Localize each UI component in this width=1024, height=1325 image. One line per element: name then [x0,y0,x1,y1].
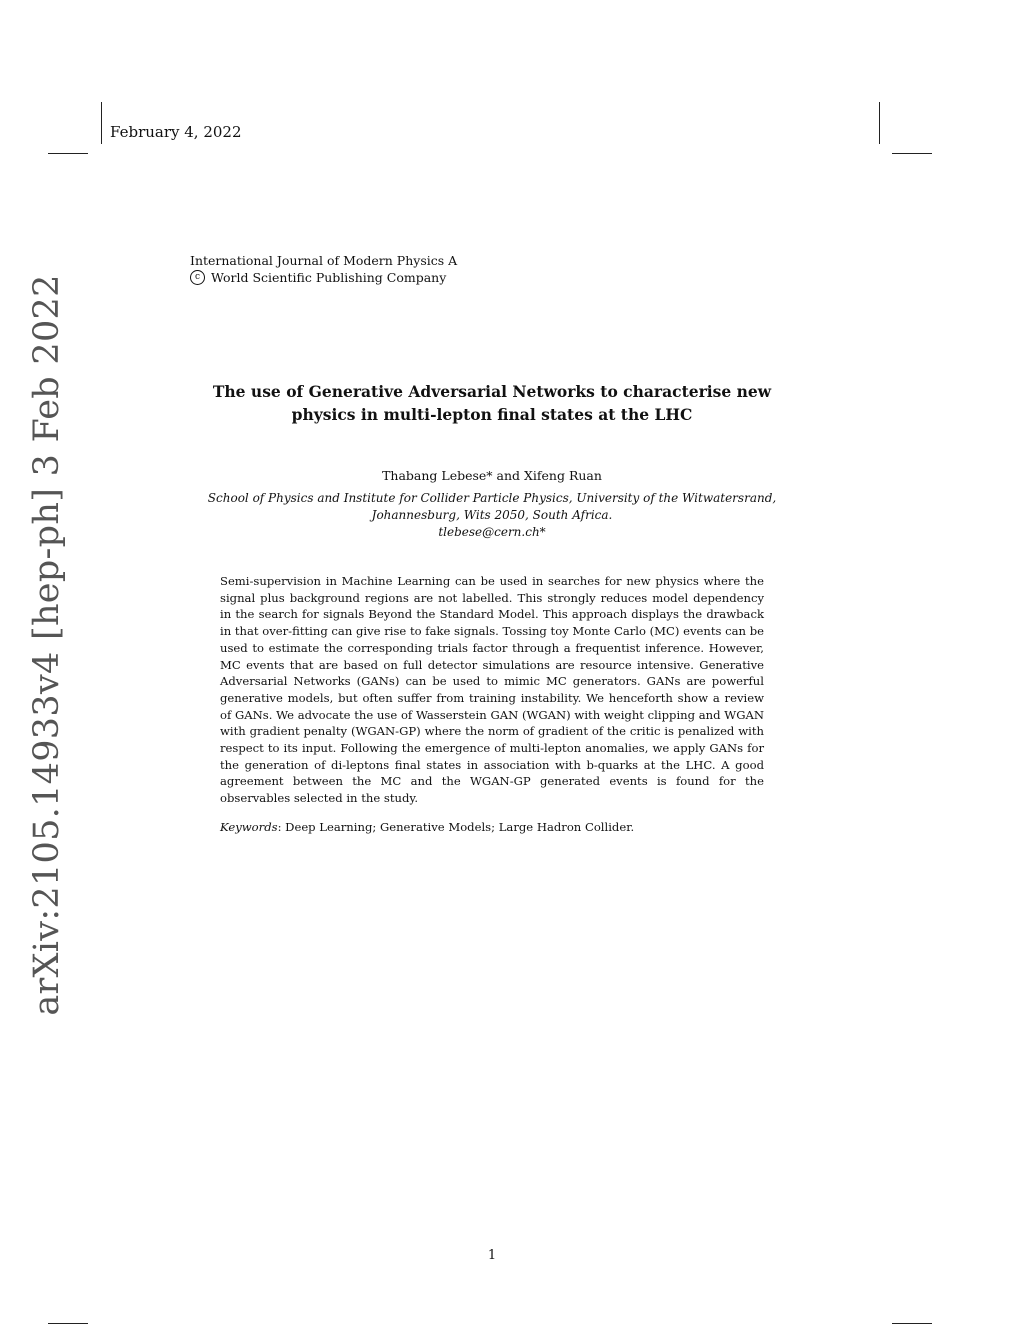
journal-name: International Journal of Modern Physics A [190,253,458,268]
abstract-text: Semi-supervision in Machine Learning can be used in searches for new physics where the signal plus background regions are not labelled. This strongly reduces model dependency in the search for signals Beyond the Standard Model. This approach displays the drawback in that over-fitting can give rise to fake signals. Tossing toy Monte Carlo (MC) events can be used to estimate the corresponding trials factor through a frequentist inference. However, MC events that are based on full detector simulations are resource intensive. Generative Adversarial Networks (GANs) can be used to mimic MC generators. GANs are powerful generative models, but often suffer from training instability. We henceforth show a review of GANs. We advocate the use of Wasserstein GAN (WGAN) with weight clipping and WGAN with gradient penalty (WGAN-GP) where the norm of gradient of the critic is penalized with respect to its input. Following the emergence of multi-lepton anomalies, we apply GANs for the generation of di-leptons final states in association with b-quarks at the LHC. A good agreement between the MC and the WGAN-GP generated events is found for the observables selected in the study. [220,574,764,806]
affiliation-line-2: Johannesburg, Wits 2050, South Africa. [371,508,613,522]
crop-mark-bottom-left-horizontal [48,1323,88,1324]
keywords-label: Keywords [220,820,278,834]
copyright-icon: c [190,270,205,285]
page-number: 1 [487,1248,497,1263]
journal-info [190,252,457,286]
affiliation-block [190,490,794,541]
crop-mark-top-right-vertical [879,102,880,144]
header-date: February 4, 2022 [110,123,242,141]
paper-authors: Thabang Lebese* and Xifeng Ruan [382,468,602,483]
abstract [220,573,764,807]
crop-mark-top-right-horizontal [892,153,932,154]
crop-mark-top-left-vertical [101,102,102,144]
journal-publisher: World Scientific Publishing Company [211,270,447,285]
arxiv-side-identifier: arXiv:2105.14933v4 [hep-ph] 3 Feb 2022 [27,274,67,1016]
crop-mark-top-left-horizontal [48,153,88,154]
author-email: tlebese@cern.ch* [438,525,546,539]
affiliation-line-1: School of Physics and Institute for Collider Particle Physics, University of the Witwatersrand, [207,491,777,505]
crop-mark-bottom-right-horizontal [892,1323,932,1324]
journal-copyright [190,269,457,286]
paper-title: The use of Generative Adversarial Networks to characterise new physics in multi-lepton final states at the LHC [212,382,772,424]
keywords [220,820,764,834]
keywords-list: : Deep Learning; Generative Models; Large Hadron Collider. [277,820,635,834]
